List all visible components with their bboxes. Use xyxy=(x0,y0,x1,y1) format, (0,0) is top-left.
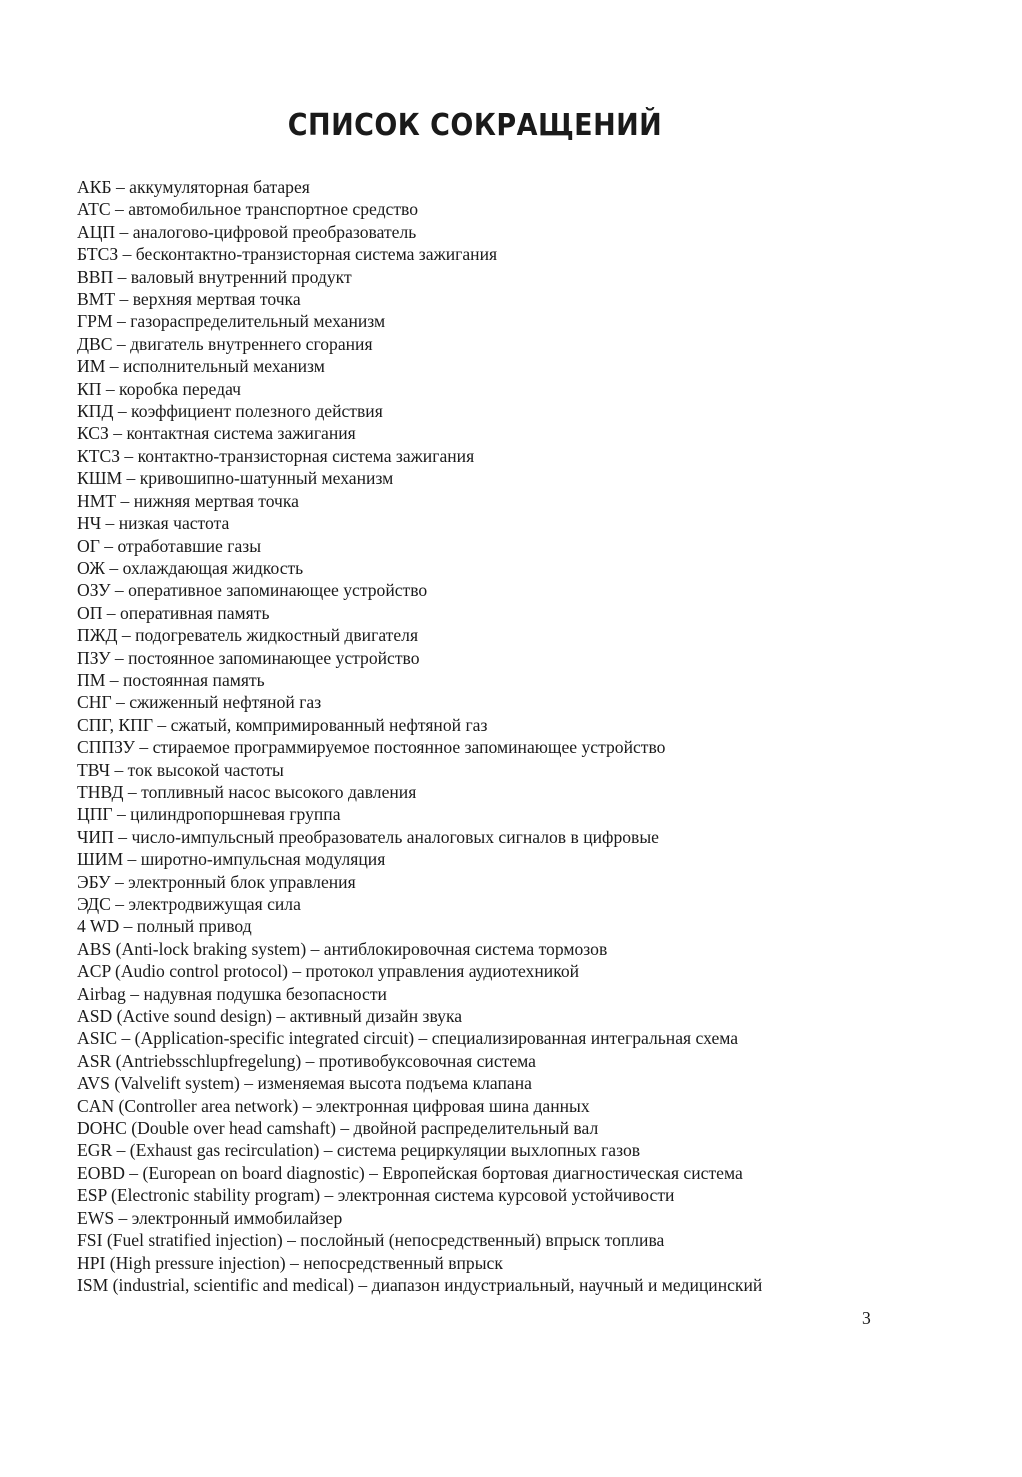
list-item: ИМ – исполнительный механизм xyxy=(77,356,325,377)
list-item: ASR (Antriebsschlupfregelung) – противобуксовочная система xyxy=(77,1050,536,1071)
list-item: ОГ – отработавшие газы xyxy=(77,535,262,556)
list-item: AVS (Valvelift system) – изменяемая высота подъема клапана xyxy=(77,1073,532,1094)
list-item: АТС – автомобильное транспортное средство xyxy=(77,199,419,220)
list-item: CAN (Controller area network) – электронная цифровая шина данных xyxy=(77,1095,590,1116)
list-item: 4 WD – полный привод xyxy=(77,916,252,937)
list-item: ЭБУ – электронный блок управления xyxy=(77,871,356,892)
abbreviation-list xyxy=(77,176,977,1296)
list-item: ЧИП – число-импульсный преобразователь аналоговых сигналов в цифровые xyxy=(77,826,659,847)
list-item: СПГ, КПГ – сжатый, компримированный нефтяной газ xyxy=(77,714,488,735)
list-item: ESP (Electronic stability program) – электронная система курсовой устойчивости xyxy=(77,1185,675,1206)
page-number: 3 xyxy=(862,1308,871,1328)
list-item: EGR – (Exhaust gas recirculation) – система рециркуляции выхлопных газов xyxy=(77,1140,641,1161)
list-item: HPI (High pressure injection) – непосредственный впрыск xyxy=(77,1252,503,1273)
list-item: КП – коробка передач xyxy=(77,378,242,399)
list-item: ПМ – постоянная память xyxy=(77,669,265,690)
list-item: ISM (industrial, scientific and medical) – диапазон индустриальный, научный и медицинский xyxy=(77,1274,763,1295)
list-item: EOBD – (European on board diagnostic) – Европейская бортовая диагностическая система xyxy=(77,1162,743,1183)
list-item: ВМТ – верхняя мертвая точка xyxy=(77,289,301,310)
list-item: СНГ – сжиженный нефтяной газ xyxy=(77,692,322,713)
list-item: АКБ – аккумуляторная батарея xyxy=(77,177,310,197)
list-item: КТСЗ – контактно-транзисторная система зажигания xyxy=(77,445,475,466)
list-item: БТСЗ – бесконтактно-транзисторная система зажигания xyxy=(77,244,498,265)
list-item: ТВЧ – ток высокой частоты xyxy=(77,759,284,780)
list-item: ПЖД – подогреватель жидкостный двигателя xyxy=(77,625,419,646)
list-item: ASIC – (Application-specific integrated circuit) – специализированная интегральная схема xyxy=(77,1028,739,1049)
list-item: ДВС – двигатель внутреннего сгорания xyxy=(77,333,373,354)
list-item: ОП – оперативная память xyxy=(77,602,270,623)
list-item: ОЖ – охлаждающая жидкость xyxy=(77,557,304,578)
list-item: ШИМ – широтно-импульсная модуляция xyxy=(77,849,386,870)
list-item: КСЗ – контактная система зажигания xyxy=(77,423,356,444)
list-item: ОЗУ – оперативное запоминающее устройство xyxy=(77,580,428,601)
list-item: НЧ – низкая частота xyxy=(77,513,230,534)
list-item: ASD (Active sound design) – активный дизайн звука xyxy=(77,1006,463,1027)
list-item: Airbag – надувная подушка безопасности xyxy=(77,983,387,1004)
list-item: ВВП – валовый внутренний продукт xyxy=(77,266,352,287)
list-item: НМТ – нижняя мертвая точка xyxy=(77,490,299,511)
list-item: FSI (Fuel stratified injection) – послойный (непосредственный) впрыск топлива xyxy=(77,1230,665,1251)
list-item: ACP (Audio control protocol) – протокол управления аудиотехникой xyxy=(77,961,580,982)
list-item: ГРМ – газораспределительный механизм xyxy=(77,311,386,332)
list-item: ABS (Anti-lock braking system) – антиблокировочная система тормозов xyxy=(77,938,608,959)
list-item: СППЗУ – стираемое программируемое постоянное запоминающее устройство xyxy=(77,737,666,758)
list-item: ПЗУ – постоянное запоминающее устройство xyxy=(77,647,420,668)
list-item: АЦП – аналогово-цифровой преобразователь xyxy=(77,221,417,242)
list-item: ТНВД – топливный насос высокого давления xyxy=(77,781,417,802)
list-item: ЦПГ – цилиндропоршневая группа xyxy=(77,804,341,825)
list-item: ЭДС – электродвижущая сила xyxy=(77,894,301,914)
list-item: DOHC (Double over head camshaft) – двойной распределительный вал xyxy=(77,1118,599,1139)
list-item: КШМ – кривошипно-шатунный механизм xyxy=(77,468,394,489)
list-item: КПД – коэффициент полезного действия xyxy=(77,401,383,422)
page-title: СПИСОК СОКРАЩЕНИЙ xyxy=(287,108,663,143)
list-item: EWS – электронный иммобилайзер xyxy=(77,1207,343,1228)
